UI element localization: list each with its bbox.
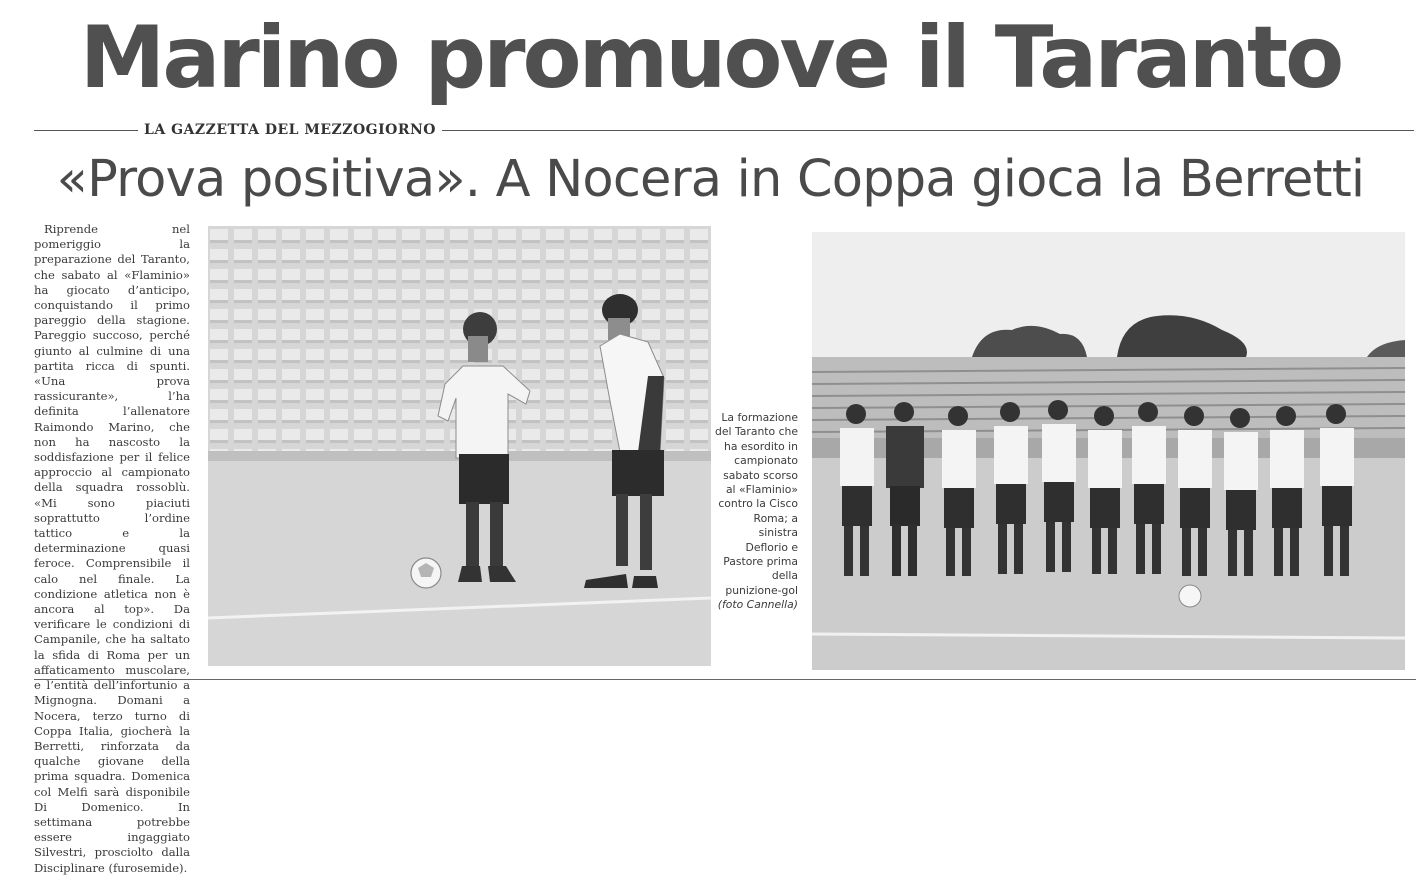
headline: Marino promuove il Taranto (79, 8, 1342, 108)
subheadline: «Prova positiva». A Nocera in Coppa gioca la Berretti (56, 150, 1365, 209)
photo-team-lineup (812, 232, 1405, 670)
masthead-title: LA GAZZETTA DEL MEZZOGIORNO (138, 120, 442, 140)
caption-credit: (foto Cannella) (717, 598, 798, 612)
photo-caption (714, 411, 798, 613)
article-body: Riprende nel pomeriggio la preparazione del Taranto, che sabato al «Flaminio» ha giocato d’anticipo, conquistando il primo pareggio della stagione. Pareggio succoso, perché giunto al culmine di una partita ricca di spunti. «Una prova rassicurante», l’ha definita l’allenatore Raimondo Marino, che non ha nascosto la soddisfazione per il felice approccio al campionato della squadra rossoblù. «Mi sono piaciuti soprattutto l’ordine tattico e la determinazione quasi feroce. Comprensibile il calo nel finale. La condizione atletica non è ancora al top». Da verificare le condizioni di Campanile, che ha saltato la sfida di Roma per un affaticamento muscolare, e l’entità dell’infortunio a Mignogna. Domani a Nocera, terzo turno di Coppa Italia, giocherà la Berretti, rinforzata da qualche giovane della prima squadra. Domenica col Melfi sarà disponibile Di Domenico. In settimana potrebbe essere ingaggiato Silvestri, prosciolto dalla Disciplinare (furosemide). (34, 222, 190, 875)
photo-free-kick (208, 226, 711, 666)
caption-text: La formazione del Taranto che ha esordito in campionato sabato scorso al «Flaminio» contro la Cisco Roma; a sinistra Deflorio e Pastore prima della punizione-gol (715, 411, 798, 597)
bottom-rule (34, 679, 1416, 680)
